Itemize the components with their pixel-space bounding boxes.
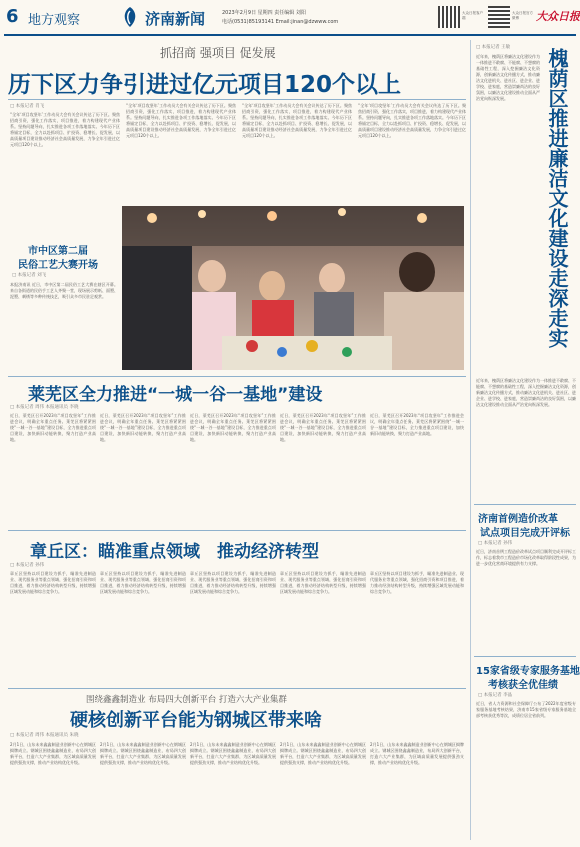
page-number: 6 [6, 6, 19, 27]
zhangqiu-body-col4: 章丘区坚持以项目建设为抓手，瞄准先进制造业、现代服务业等重点领域，强化招商引资和项目推进，着力推动经济结构转型升级，持续增强区域发展动能和综合竞争力。 [280, 571, 366, 594]
city-logo-icon [118, 5, 142, 29]
side-story3-headline-1: 15家省级专家服务基地 [476, 666, 580, 677]
zhangqiu-headline: 章丘区：瞄准重点领域 推动经济转型 [30, 542, 319, 562]
masthead [0, 0, 580, 38]
news-photo [122, 206, 464, 370]
section-title: 济南新闻 [145, 10, 206, 28]
steel-body-col2: 2月1日，山东未来鑫鑫制造业创新中心在钢城区揭牌成立。钢城区围绕鑫鑫制造业，布局四大创新平台，打造六大产业集群，为区域高质量发展提供强劲支撑，推动产业结构优化升级。 [100, 742, 186, 765]
zhangqiu-body-col2: 章丘区坚持以项目建设为抓手，瞄准先进制造业、现代服务业等重点领域，强化招商引资和项目推进，着力推动经济结构转型升级，持续增强区域发展动能和综合竞争力。 [100, 571, 186, 594]
laiwu-body-col3: 近日，莱芜区召开2023年“项目攻坚年”工作推进会议，明确全年重点任务。莱芜区将紧紧围绕“一城一谷一基地”建设目标，全力推进重点项目建设，加快新旧动能转换，聚力打造产业高地。 [190, 413, 276, 442]
photo-crowd-illustration [122, 206, 464, 370]
side-story3-byline: □ 本报记者 李晶 [478, 693, 513, 698]
lead-underline [8, 99, 466, 100]
brand-logo: 大众日报 [536, 10, 580, 23]
side-story3-headline-2: 考核获全优佳绩 [488, 680, 558, 691]
masthead-divider [4, 34, 576, 36]
side-story2-headline-1: 济南首例造价改革 [478, 514, 558, 525]
zhangqiu-body-col1: 章丘区坚持以项目建设为抓手，瞄准先进制造业、现代服务业等重点领域，强化招商引资和项目推进，着力推动经济结构转型升级，持续增强区域发展动能和综合竞争力。 [10, 571, 96, 594]
side-story2-byline: □ 本报记者 孙伟 [478, 541, 513, 546]
qr-code-right [488, 6, 510, 28]
side-story2-rule [474, 504, 576, 505]
lead-kicker: 抓招商 强项目 促发展 [160, 46, 276, 60]
photo-story-headline-2: 民俗工艺大赛开场 [18, 260, 98, 271]
steel-body-col3: 2月1日，山东未来鑫鑫制造业创新中心在钢城区揭牌成立。钢城区围绕鑫鑫制造业，布局四大创新平台，打造六大产业集群，为区域高质量发展提供强劲支撑，推动产业结构优化升级。 [190, 742, 276, 765]
lead-byline: □ 本报记者 肖飞 [10, 104, 45, 109]
qr-caption-left: 大众日报客户端 [462, 11, 483, 20]
lead-body-col3: “全年‘项目攻坚年’工作动员大会有关会议传达了历下区。聚焦招商引资，强化工作落实，项目推进，着力构建现代产业体系。坚持问题导向，扎实推进各项工作落地落实。今年历下区将锚定目标，全力以赴抓项目、扩投资、稳增长、促发展，以高质量项目建设推动经济社会高质量发展，力争全年引进过亿元项目120个以上。 [242, 103, 352, 138]
side-column-body-lower: 近年来，槐荫区将廉洁文化建设作为一体推进不敢腐、不能腐、不想腐的基础性工程，深入挖掘廉洁文化资源，创新廉洁文化传播方式，推动廉洁文化进机关、进社区、进企业、进学校、进家庭，营造崇廉尚洁的良好氛围，以廉洁文化建设推动全面从严治党向纵深发展。 [476, 378, 576, 407]
qr-caption-right: 大众日报官方微博 [512, 11, 533, 20]
laiwu-body-col4: 近日，莱芜区召开2023年“项目攻坚年”工作推进会议，明确全年重点任务。莱芜区将紧紧围绕“一城一谷一基地”建设目标，全力推进重点项目建设，加快新旧动能转换，聚力打造产业高地。 [280, 413, 366, 442]
steel-body-col1: 2月1日，山东未来鑫鑫制造业创新中心在钢城区揭牌成立。钢城区围绕鑫鑫制造业，布局四大创新平台，打造六大产业集群，为区域高质量发展提供强劲支撑，推动产业结构优化升级。 [10, 742, 96, 765]
side-story2-headline-2: 试点项目完成开评标 [480, 528, 570, 539]
side-column-body: 近年来，槐荫区将廉洁文化建设作为一体推进不敢腐、不能腐、不想腐的基础性工程，深入挖掘廉洁文化资源，创新廉洁文化传播方式，推动廉洁文化进机关、进社区、进企业、进学校、进家庭，营造崇廉尚洁的良好氛围，以廉洁文化建设推动全面从严治党向纵深发展。 [476, 54, 540, 101]
date-line: 2023年2月9日 星期四 责任编辑 刘阳 [222, 10, 306, 16]
side-story2-body: 近日，济南首例工程造价改革试点项目顺利完成开评标工作，标志着我市工程造价市场化改革取得阶段性成果，为进一步优化营商环境提供有力支撑。 [476, 549, 576, 566]
steel-byline: □ 本报记者 周伟 本报通讯员 朱晓 [10, 733, 79, 738]
qr-code-left [438, 6, 460, 28]
side-column-divider [470, 40, 471, 840]
laiwu-body-col1: 近日，莱芜区召开2023年“项目攻坚年”工作推进会议，明确全年重点任务。莱芜区将紧紧围绕“一城一谷一基地”建设目标，全力推进重点项目建设，加快新旧动能转换，聚力打造产业高地。 [10, 413, 96, 442]
masthead-column-name: 地方观察 [28, 13, 81, 28]
lead-body-col2: “全年‘项目攻坚年’工作动员大会有关会议传达了历下区。聚焦招商引资，强化工作落实，项目推进，着力构建现代产业体系。坚持问题导向，扎实推进各项工作落地落实。今年历下区将锚定目标，全力以赴抓项目、扩投资、稳增长、促发展，以高质量项目建设推动经济社会高质量发展，力争全年引进过亿元项目120个以上。 [126, 103, 236, 138]
laiwu-top-rule [8, 376, 466, 377]
lead-body: “全年‘项目攻坚年’工作动员大会有关会议传达了历下区。聚焦招商引资，强化工作落实，项目推进，着力构建现代产业体系。坚持问题导向，扎实推进各项工作落地落实。今年历下区将锚定目标，全力以赴抓项目、扩投资、稳增长、促发展，以高质量项目建设推动经济社会高质量发展，力争全年引进过亿元项目120个以上。 [10, 112, 120, 147]
photo-story-body: 本报济南讯 近日，市中区第二届民俗工艺大赛在辖区开幕。来自各街道的民俗手工艺人齐聚一堂，现场展示剪纸、面塑、泥塑、刺绣等多种传统技艺，吸引众多市民驻足观赏。 [10, 282, 118, 299]
steel-body-col5: 2月1日，山东未来鑫鑫制造业创新中心在钢城区揭牌成立。钢城区围绕鑫鑫制造业，布局四大创新平台，打造六大产业集群，为区域高质量发展提供强劲支撑，推动产业结构优化升级。 [370, 742, 464, 765]
steel-kicker: 围绕鑫鑫制造业 布局四大创新平台 打造六大产业集群 [86, 695, 287, 705]
zhangqiu-body-col3: 章丘区坚持以项目建设为抓手，瞄准先进制造业、现代服务业等重点领域，强化招商引资和项目推进，着力推动经济结构转型升级，持续增强区域发展动能和综合竞争力。 [190, 571, 276, 594]
laiwu-byline: □ 本报记者 周伟 本报通讯员 李晓 [10, 405, 79, 410]
side-story3-rule [474, 656, 576, 657]
steel-top-rule [8, 688, 466, 689]
side-column-byline: □ 本报记者 王敏 [476, 45, 511, 50]
side-column-headline: 槐荫区推进廉洁文化建设走深走实 [545, 48, 569, 348]
photo-story-byline: □ 本报记者 刘飞 [12, 273, 47, 278]
laiwu-body-col5: 近日，莱芜区召开2023年“项目攻坚年”工作推进会议，明确全年重点任务。莱芜区将紧紧围绕“一城一谷一基地”建设目标，全力推进重点项目建设，加快新旧动能转换，聚力打造产业高地。 [370, 413, 464, 436]
contact-line: 电话(0531)85193141 Email:jinan@dzwww.com [222, 19, 339, 25]
steel-body-col4: 2月1日，山东未来鑫鑫制造业创新中心在钢城区揭牌成立。钢城区围绕鑫鑫制造业，布局四大创新平台，打造六大产业集群，为区域高质量发展提供强劲支撑，推动产业结构优化升级。 [280, 742, 366, 765]
laiwu-body-col2: 近日，莱芜区召开2023年“项目攻坚年”工作推进会议，明确全年重点任务。莱芜区将紧紧围绕“一城一谷一基地”建设目标，全力推进重点项目建设，加快新旧动能转换，聚力打造产业高地。 [100, 413, 186, 442]
side-story3-body: 近日，省人力资源和社会保障厅公布了2022年度省级专家服务基地考核结果，济南市15家省级专家服务基地全部考核获优秀等次，成绩位居全省前列。 [476, 701, 576, 718]
zhangqiu-body-col5: 章丘区坚持以项目建设为抓手，瞄准先进制造业、现代服务业等重点领域，强化招商引资和项目推进，着力推动经济结构转型升级，持续增强区域发展动能和综合竞争力。 [370, 571, 464, 594]
zhangqiu-byline: □ 本报记者 孙伟 [10, 563, 45, 568]
laiwu-headline: 莱芜区全力推进“一城一谷一基地”建设 [28, 385, 323, 405]
steel-headline: 硬核创新平台能为钢城区带来啥 [70, 710, 322, 731]
lead-body-col4: “全年‘项目攻坚年’工作动员大会有关会议传达了历下区。聚焦招商引资，强化工作落实，项目推进，着力构建现代产业体系。坚持问题导向，扎实推进各项工作落地落实。今年历下区将锚定目标，全力以赴抓项目、扩投资、稳增长、促发展，以高质量项目建设推动经济社会高质量发展，力争全年引进过亿元项目120个以上。 [358, 103, 466, 138]
lead-headline: 历下区力争引进过亿元项目120个以上 [8, 72, 402, 98]
photo-story-headline-1: 市中区第二届 [28, 246, 88, 257]
zhangqiu-top-rule [8, 530, 466, 531]
